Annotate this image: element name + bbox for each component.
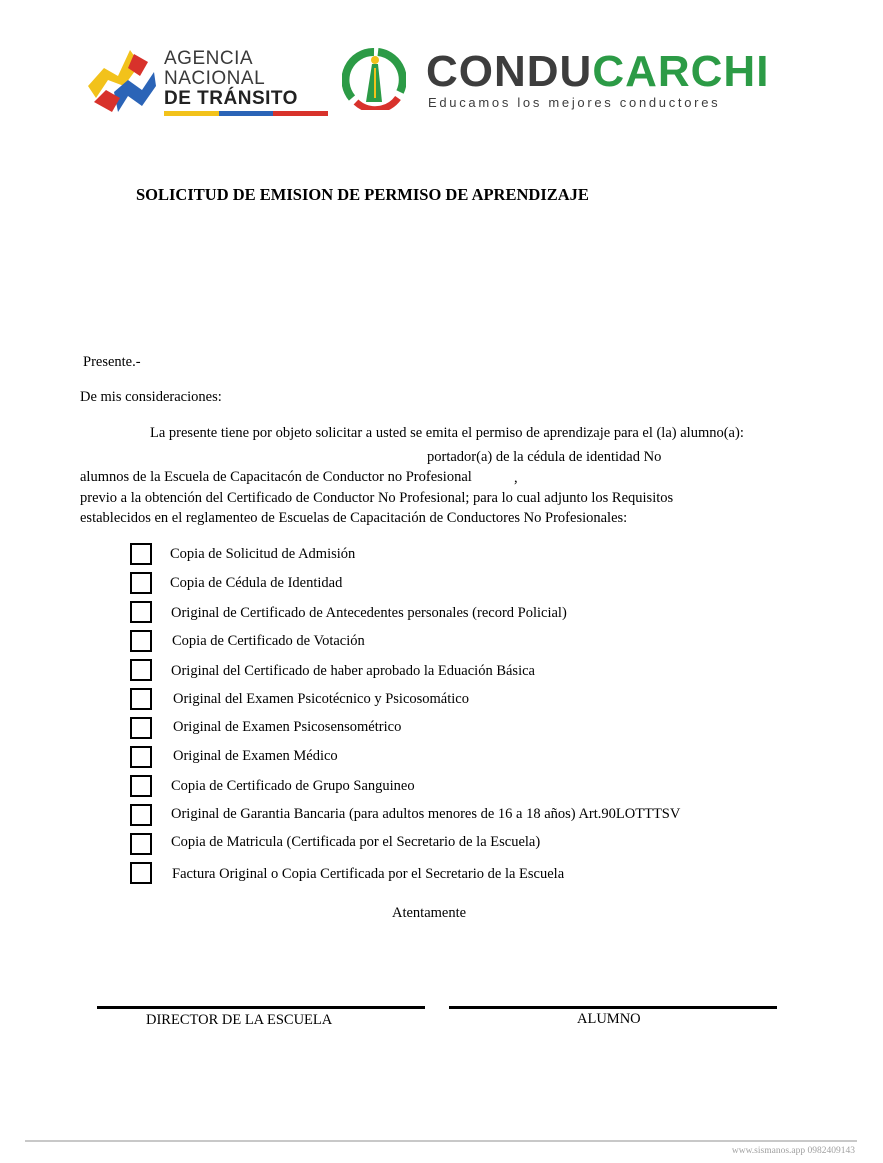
requirement-label-4: Copia de Certificado de Votación <box>172 633 365 649</box>
requirement-label-8: Original de Examen Médico <box>173 748 338 764</box>
conducarchi-logo <box>342 46 792 116</box>
director-signature-line[interactable] <box>97 1006 425 1009</box>
conducarchi-wordmark <box>426 46 769 98</box>
requirement-checkbox-7[interactable] <box>130 717 152 739</box>
requirement-checkbox-3[interactable] <box>130 601 152 623</box>
paragraph-line-3: alumnos de la Escuela de Capacitacón de Conductor no Profesional <box>80 469 472 485</box>
requirement-checkbox-9[interactable] <box>130 775 152 797</box>
paragraph-line-2: portador(a) de la cédula de identidad No <box>427 449 662 465</box>
document-title: SOLICITUD DE EMISION DE PERMISO DE APRENDIZAJE <box>136 185 589 204</box>
requirement-label-12: Factura Original o Copia Certificada por el Secretario de la Escuela <box>172 866 565 882</box>
requirement-checkbox-1[interactable] <box>130 543 152 565</box>
requirement-checkbox-10[interactable] <box>130 804 152 826</box>
ant-name-line2: NACIONAL <box>164 68 266 89</box>
requirement-label-6: Original del Examen Psicotécnico y Psicosomático <box>173 691 469 707</box>
conducarchi-word-b: CARCHI <box>592 47 770 96</box>
requirement-checkbox-5[interactable] <box>130 659 152 681</box>
paragraph-line-5: establecidos en el reglamenteo de Escuelas de Capacitación de Conductores No Profesionales: <box>80 510 628 526</box>
requirement-checkbox-11[interactable] <box>130 833 152 855</box>
requirement-checkbox-8[interactable] <box>130 746 152 768</box>
greeting: Presente.- <box>83 354 141 370</box>
requirement-checkbox-6[interactable] <box>130 688 152 710</box>
paragraph-line-4: previo a la obtención del Certificado de Conductor No Profesional; para lo cual adjunto los Requisitos <box>80 490 674 506</box>
requirement-checkbox-12[interactable] <box>130 862 152 884</box>
paragraph-line-3-comma: , <box>514 470 518 486</box>
ant-name-line3: DE TRÁNSITO <box>164 88 298 109</box>
paragraph-line-1: La presente tiene por objeto solicitar a usted se emita el permiso de aprendizaje para el (la) alumno(a): <box>150 425 744 441</box>
conducarchi-word-a: CONDU <box>426 47 593 96</box>
considerations: De mis consideraciones: <box>80 389 222 405</box>
requirement-label-2: Copia de Cédula de Identidad <box>170 575 343 591</box>
requirement-label-9: Copia de Certificado de Grupo Sanguineo <box>171 778 415 794</box>
requirement-checkbox-4[interactable] <box>130 630 152 652</box>
requirement-label-1: Copia de Solicitud de Admisión <box>170 546 356 562</box>
ant-emblem-icon <box>84 46 158 118</box>
ant-name-line1: AGENCIA <box>164 48 254 69</box>
requirement-label-10: Original de Garantia Bancaria (para adultos menores de 16 a 18 años) Art.90LOTTTSV <box>171 806 681 822</box>
requirement-label-5: Original del Certificado de haber aprobado la Eduación Básica <box>171 663 535 679</box>
footer-divider <box>25 1140 857 1142</box>
student-signature-line[interactable] <box>449 1006 777 1009</box>
ant-logo <box>84 46 304 118</box>
closing: Atentamente <box>392 905 467 921</box>
footer-credit: www.sismanos.app 0982409143 <box>731 1146 855 1156</box>
ant-flag-stripe <box>164 111 328 116</box>
requirement-label-11: Copia de Matricula (Certificada por el Secretario de la Escuela) <box>171 834 541 850</box>
requirement-label-7: Original de Examen Psicosensométrico <box>173 719 402 735</box>
conducarchi-emblem-icon <box>342 48 406 110</box>
student-signature-label: ALUMNO <box>577 1011 641 1027</box>
requirement-label-3: Original de Certificado de Antecedentes personales (record Policial) <box>171 605 567 621</box>
conducarchi-tagline: Educamos los mejores conductores <box>428 95 721 110</box>
director-signature-label: DIRECTOR DE LA ESCUELA <box>146 1012 333 1028</box>
requirement-checkbox-2[interactable] <box>130 572 152 594</box>
